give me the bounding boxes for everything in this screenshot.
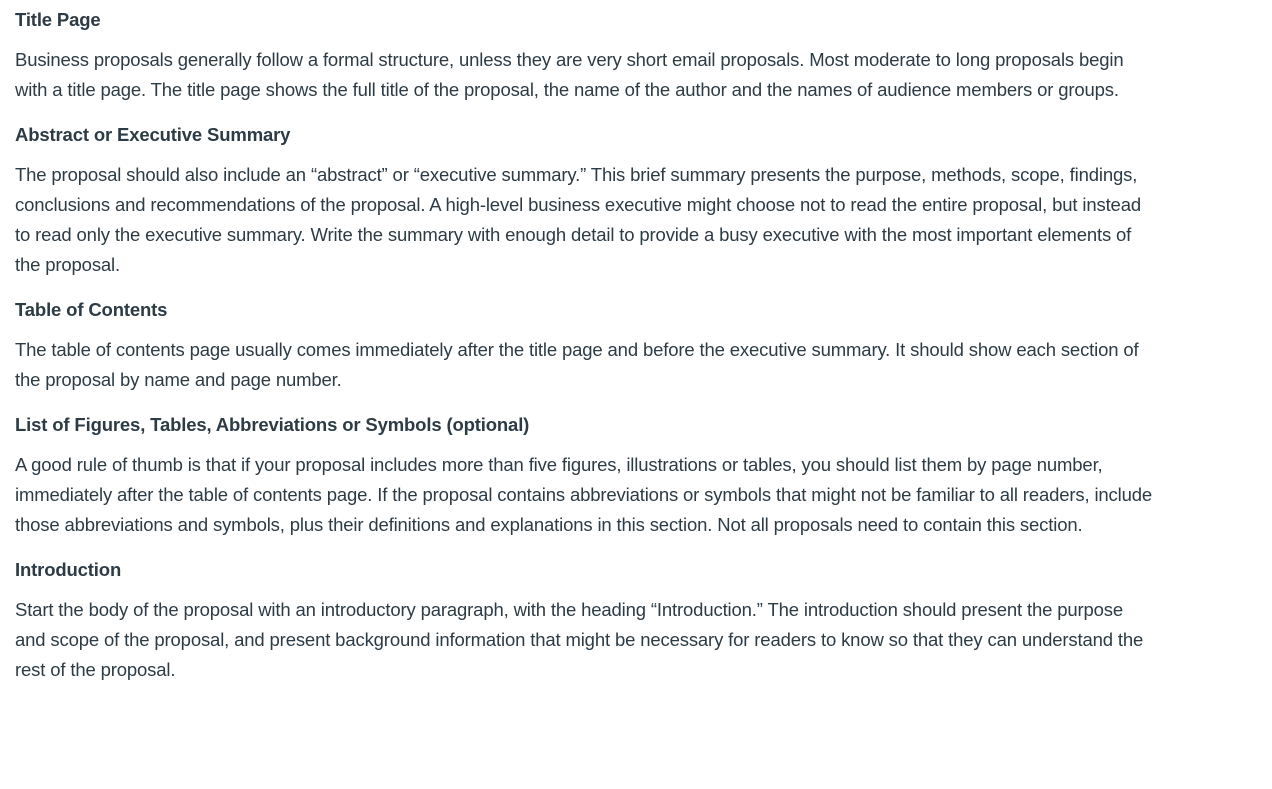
document-content	[15, 0, 1155, 695]
paragraph-title-page: Business proposals generally follow a formal structure, unless they are very short email proposals. Most moderate to long proposals begin with a title page. The title page shows the full title of the proposal, the name of the author and the names of audience members or groups.	[15, 49, 1124, 100]
heading-introduction: Introduction	[15, 559, 122, 580]
paragraph-table-of-contents: The table of contents page usually comes immediately after the title page and before the executive summary. It should show each section of the proposal by name and page number.	[15, 339, 1139, 390]
heading-table-of-contents: Table of Contents	[15, 299, 168, 320]
heading-title-page: Title Page	[15, 9, 101, 30]
heading-list-of-figures: List of Figures, Tables, Abbreviations or Symbols (optional)	[15, 414, 530, 435]
paragraph-executive-summary: The proposal should also include an “abstract” or “executive summary.” This brief summary presents the purpose, methods, scope, findings, conclusions and recommendations of the proposal. A high-level business executive might choose not to read the entire proposal, but instead to read only the executive summary. Write the summary with enough detail to provide a busy executive with the most important elements of the proposal.	[15, 164, 1141, 275]
heading-executive-summary: Abstract or Executive Summary	[15, 124, 291, 145]
paragraph-list-of-figures: A good rule of thumb is that if your proposal includes more than five figures, illustrations or tables, you should list them by page number, immediately after the table of contents page. If the proposal contains abbreviations or symbols that might not be familiar to all readers, include those abbreviations and symbols, plus their definitions and explanations in this section. Not all proposals need to contain this section.	[15, 454, 1153, 535]
paragraph-introduction: Start the body of the proposal with an introductory paragraph, with the heading “Introduction.” The introduction should present the purpose and scope of the proposal, and present background information that might be necessary for readers to know so that they can understand the rest of the proposal.	[15, 599, 1144, 680]
